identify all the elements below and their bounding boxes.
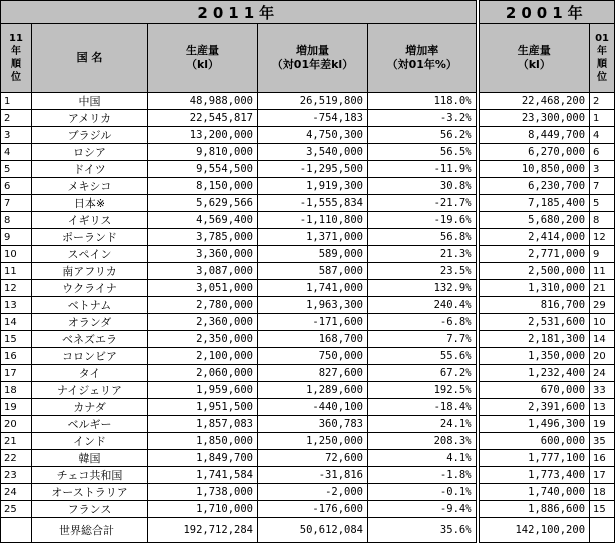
cell-rank-11: 5 — [1, 161, 32, 178]
table-row — [1, 212, 615, 229]
cell-production-2011: 8,150,000 — [148, 178, 258, 195]
cell-rank-11: 10 — [1, 246, 32, 263]
cell-rank-01: 7 — [590, 178, 615, 195]
cell-production-2001: 1,350,000 — [478, 348, 590, 365]
total-rate: 35.6% — [368, 518, 478, 543]
cell-production-2011: 3,360,000 — [148, 246, 258, 263]
cell-rank-01: 20 — [590, 348, 615, 365]
table-row — [1, 450, 615, 467]
cell-increase: 1,250,000 — [258, 433, 368, 450]
cell-rate: 7.7% — [368, 331, 478, 348]
cell-rate: 55.6% — [368, 348, 478, 365]
cell-country: ナイジェリア — [32, 382, 148, 399]
cell-rate: -6.8% — [368, 314, 478, 331]
cell-rank-01: 35 — [590, 433, 615, 450]
cell-production-2001: 5,680,200 — [478, 212, 590, 229]
cell-rank-01: 9 — [590, 246, 615, 263]
col-header-rank-2011 — [1, 24, 32, 93]
cell-increase: -171,600 — [258, 314, 368, 331]
cell-country: 日本※ — [32, 195, 148, 212]
table-row — [1, 399, 615, 416]
cell-country: オーストラリア — [32, 484, 148, 501]
cell-country: アメリカ — [32, 110, 148, 127]
cell-rate: 67.2% — [368, 365, 478, 382]
total-production-2011: 192,712,284 — [148, 518, 258, 543]
cell-production-2011: 1,849,700 — [148, 450, 258, 467]
cell-rank-11: 25 — [1, 501, 32, 518]
cell-rank-01: 10 — [590, 314, 615, 331]
cell-rate: 208.3% — [368, 433, 478, 450]
cell-increase: 1,963,300 — [258, 297, 368, 314]
table-row — [1, 178, 615, 195]
cell-increase: 1,741,000 — [258, 280, 368, 297]
col-header-increase — [258, 24, 368, 93]
cell-increase: -1,295,500 — [258, 161, 368, 178]
cell-country: インド — [32, 433, 148, 450]
cell-rate: 240.4% — [368, 297, 478, 314]
cell-rank-11: 18 — [1, 382, 32, 399]
rate-label: 増加率 （対01年%） — [386, 44, 457, 71]
cell-production-2001: 1,773,400 — [478, 467, 590, 484]
table-row — [1, 314, 615, 331]
table-row — [1, 127, 615, 144]
cell-increase: 587,000 — [258, 263, 368, 280]
col-header-rate — [368, 24, 478, 93]
cell-production-2001: 1,886,600 — [478, 501, 590, 518]
cell-rank-11: 16 — [1, 348, 32, 365]
cell-rank-01: 11 — [590, 263, 615, 280]
cell-country: 中国 — [32, 93, 148, 110]
cell-production-2011: 48,988,000 — [148, 93, 258, 110]
cell-rank-01: 33 — [590, 382, 615, 399]
cell-rank-01: 3 — [590, 161, 615, 178]
cell-rank-01: 29 — [590, 297, 615, 314]
cell-production-2001: 22,468,200 — [478, 93, 590, 110]
cell-production-2011: 5,629,566 — [148, 195, 258, 212]
cell-production-2001: 2,181,300 — [478, 331, 590, 348]
cell-production-2011: 2,780,000 — [148, 297, 258, 314]
total-increase: 50,612,084 — [258, 518, 368, 543]
cell-increase: 1,289,600 — [258, 382, 368, 399]
cell-production-2001: 2,414,000 — [478, 229, 590, 246]
cell-production-2011: 2,360,000 — [148, 314, 258, 331]
cell-increase: 1,919,300 — [258, 178, 368, 195]
table-row — [1, 484, 615, 501]
table-row — [1, 263, 615, 280]
cell-rate: 132.9% — [368, 280, 478, 297]
cell-production-2011: 3,785,000 — [148, 229, 258, 246]
cell-rank-01: 24 — [590, 365, 615, 382]
table-row — [1, 365, 615, 382]
cell-rank-11: 2 — [1, 110, 32, 127]
table-row — [1, 229, 615, 246]
table-row — [1, 416, 615, 433]
country-label: 国 名 — [76, 51, 103, 64]
cell-rate: -0.1% — [368, 484, 478, 501]
cell-rank-11: 7 — [1, 195, 32, 212]
cell-production-2001: 23,300,000 — [478, 110, 590, 127]
cell-rate: 21.3% — [368, 246, 478, 263]
cell-rank-11: 19 — [1, 399, 32, 416]
cell-rate: -11.9% — [368, 161, 478, 178]
cell-production-2011: 1,959,600 — [148, 382, 258, 399]
cell-increase: -754,183 — [258, 110, 368, 127]
cell-country: ベネズエラ — [32, 331, 148, 348]
col-header-production-2001 — [478, 24, 590, 93]
cell-rank-11: 9 — [1, 229, 32, 246]
cell-production-2011: 1,951,500 — [148, 399, 258, 416]
table-row — [1, 246, 615, 263]
table-row — [1, 161, 615, 178]
total-row — [1, 518, 615, 543]
cell-production-2001: 1,232,400 — [478, 365, 590, 382]
table-row — [1, 382, 615, 399]
cell-production-2011: 22,545,817 — [148, 110, 258, 127]
cell-country: ポーランド — [32, 229, 148, 246]
cell-increase: -1,110,800 — [258, 212, 368, 229]
cell-rank-01: 21 — [590, 280, 615, 297]
cell-rank-01: 12 — [590, 229, 615, 246]
cell-production-2011: 3,051,000 — [148, 280, 258, 297]
cell-increase: 827,600 — [258, 365, 368, 382]
cell-rank-01: 15 — [590, 501, 615, 518]
cell-country: スペイン — [32, 246, 148, 263]
cell-country: ブラジル — [32, 127, 148, 144]
cell-country: コロンビア — [32, 348, 148, 365]
cell-increase: -2,000 — [258, 484, 368, 501]
cell-production-2001: 1,496,300 — [478, 416, 590, 433]
cell-rank-11: 11 — [1, 263, 32, 280]
cell-rank-01: 6 — [590, 144, 615, 161]
cell-rate: -1.8% — [368, 467, 478, 484]
cell-increase: 168,700 — [258, 331, 368, 348]
table-row — [1, 297, 615, 314]
cell-production-2011: 1,857,083 — [148, 416, 258, 433]
cell-production-2011: 9,554,500 — [148, 161, 258, 178]
cell-rate: 118.0% — [368, 93, 478, 110]
cell-production-2011: 1,741,584 — [148, 467, 258, 484]
cell-production-2011: 1,738,000 — [148, 484, 258, 501]
cell-rank-11: 22 — [1, 450, 32, 467]
cell-country: メキシコ — [32, 178, 148, 195]
cell-rate: -3.2% — [368, 110, 478, 127]
table-row — [1, 144, 615, 161]
cell-rate: 30.8% — [368, 178, 478, 195]
cell-rank-01: 16 — [590, 450, 615, 467]
cell-production-2001: 8,449,700 — [478, 127, 590, 144]
cell-increase: -176,600 — [258, 501, 368, 518]
cell-rank-11: 20 — [1, 416, 32, 433]
cell-rate: 4.1% — [368, 450, 478, 467]
cell-rank-01: 5 — [590, 195, 615, 212]
cell-rate: 192.5% — [368, 382, 478, 399]
cell-rank-01: 2 — [590, 93, 615, 110]
cell-increase: -1,555,834 — [258, 195, 368, 212]
cell-production-2001: 600,000 — [478, 433, 590, 450]
cell-rank-11: 21 — [1, 433, 32, 450]
cell-rank-01: 13 — [590, 399, 615, 416]
cell-increase: 360,783 — [258, 416, 368, 433]
cell-country: オランダ — [32, 314, 148, 331]
cell-rank-01: 14 — [590, 331, 615, 348]
cell-rank-01: 4 — [590, 127, 615, 144]
table-row — [1, 467, 615, 484]
cell-production-2011: 1,850,000 — [148, 433, 258, 450]
cell-rate: 56.2% — [368, 127, 478, 144]
cell-production-2001: 670,000 — [478, 382, 590, 399]
cell-rate: 24.1% — [368, 416, 478, 433]
cell-production-2011: 3,087,000 — [148, 263, 258, 280]
cell-rank-11: 4 — [1, 144, 32, 161]
group-header-2011: 2011年 — [1, 1, 478, 24]
cell-increase: -31,816 — [258, 467, 368, 484]
cell-country: ウクライナ — [32, 280, 148, 297]
cell-country: タイ — [32, 365, 148, 382]
total-rank-01-blank — [590, 518, 615, 543]
cell-rate: 56.8% — [368, 229, 478, 246]
cell-country: ベルギー — [32, 416, 148, 433]
cell-increase: 589,000 — [258, 246, 368, 263]
cell-rank-11: 17 — [1, 365, 32, 382]
cell-production-2011: 1,710,000 — [148, 501, 258, 518]
cell-production-2001: 7,185,400 — [478, 195, 590, 212]
cell-production-2001: 2,771,000 — [478, 246, 590, 263]
rank11-label: 11 年 順 位 — [9, 33, 23, 83]
table-row — [1, 348, 615, 365]
cell-rate: 56.5% — [368, 144, 478, 161]
cell-production-2001: 1,740,000 — [478, 484, 590, 501]
cell-country: イギリス — [32, 212, 148, 229]
cell-production-2001: 6,270,000 — [478, 144, 590, 161]
cell-rate: -19.6% — [368, 212, 478, 229]
cell-rate: 23.5% — [368, 263, 478, 280]
cell-production-2001: 1,777,100 — [478, 450, 590, 467]
cell-country: ロシア — [32, 144, 148, 161]
cell-production-2011: 2,350,000 — [148, 331, 258, 348]
cell-production-2001: 10,850,000 — [478, 161, 590, 178]
cell-production-2011: 13,200,000 — [148, 127, 258, 144]
cell-production-2001: 2,531,600 — [478, 314, 590, 331]
cell-increase: 1,371,000 — [258, 229, 368, 246]
cell-production-2001: 6,230,700 — [478, 178, 590, 195]
cell-rank-11: 6 — [1, 178, 32, 195]
cell-rank-11: 8 — [1, 212, 32, 229]
cell-rank-01: 17 — [590, 467, 615, 484]
cell-production-2001: 816,700 — [478, 297, 590, 314]
table-row — [1, 93, 615, 110]
cell-production-2001: 1,310,000 — [478, 280, 590, 297]
cell-rank-11: 3 — [1, 127, 32, 144]
cell-rate: -21.7% — [368, 195, 478, 212]
increase-label: 増加量 （対01年差kl） — [271, 44, 354, 71]
table-row — [1, 195, 615, 212]
cell-rank-11: 15 — [1, 331, 32, 348]
table-row — [1, 331, 615, 348]
cell-country: 南アフリカ — [32, 263, 148, 280]
table-row — [1, 501, 615, 518]
cell-rank-11: 12 — [1, 280, 32, 297]
cell-production-2001: 2,500,000 — [478, 263, 590, 280]
group-header-2001: 2001年 — [478, 1, 615, 24]
cell-increase: 26,519,800 — [258, 93, 368, 110]
cell-rank-11: 14 — [1, 314, 32, 331]
cell-country: 韓国 — [32, 450, 148, 467]
cell-rank-11: 24 — [1, 484, 32, 501]
col-header-rank-2001 — [590, 24, 615, 93]
cell-increase: 3,540,000 — [258, 144, 368, 161]
col-header-country — [32, 24, 148, 93]
cell-increase: -440,100 — [258, 399, 368, 416]
table-row — [1, 110, 615, 127]
cell-production-2011: 9,810,000 — [148, 144, 258, 161]
cell-increase: 4,750,300 — [258, 127, 368, 144]
cell-country: フランス — [32, 501, 148, 518]
col-header-production-2011 — [148, 24, 258, 93]
prod2001-label: 生産量 （kl） — [517, 44, 551, 71]
cell-rank-01: 1 — [590, 110, 615, 127]
cell-rank-01: 19 — [590, 416, 615, 433]
cell-production-2011: 2,060,000 — [148, 365, 258, 382]
cell-increase: 72,600 — [258, 450, 368, 467]
cell-rank-11: 23 — [1, 467, 32, 484]
cell-rate: -9.4% — [368, 501, 478, 518]
cell-increase: 750,000 — [258, 348, 368, 365]
cell-rate: -18.4% — [368, 399, 478, 416]
total-rank-blank — [1, 518, 32, 543]
prod2011-label: 生産量 （kl） — [185, 44, 220, 71]
cell-rank-01: 8 — [590, 212, 615, 229]
cell-country: ベトナム — [32, 297, 148, 314]
cell-rank-11: 13 — [1, 297, 32, 314]
cell-production-2011: 4,569,400 — [148, 212, 258, 229]
cell-rank-11: 1 — [1, 93, 32, 110]
cell-production-2001: 2,391,600 — [478, 399, 590, 416]
total-production-2001: 142,100,200 — [478, 518, 590, 543]
total-label: 世界総合計 — [32, 518, 148, 543]
rank01-label: 01 年 順 位 — [595, 33, 609, 83]
cell-production-2011: 2,100,000 — [148, 348, 258, 365]
table-row — [1, 433, 615, 450]
table-row — [1, 280, 615, 297]
cell-country: チェコ共和国 — [32, 467, 148, 484]
cell-country: ドイツ — [32, 161, 148, 178]
cell-rank-01: 18 — [590, 484, 615, 501]
cell-country: カナダ — [32, 399, 148, 416]
